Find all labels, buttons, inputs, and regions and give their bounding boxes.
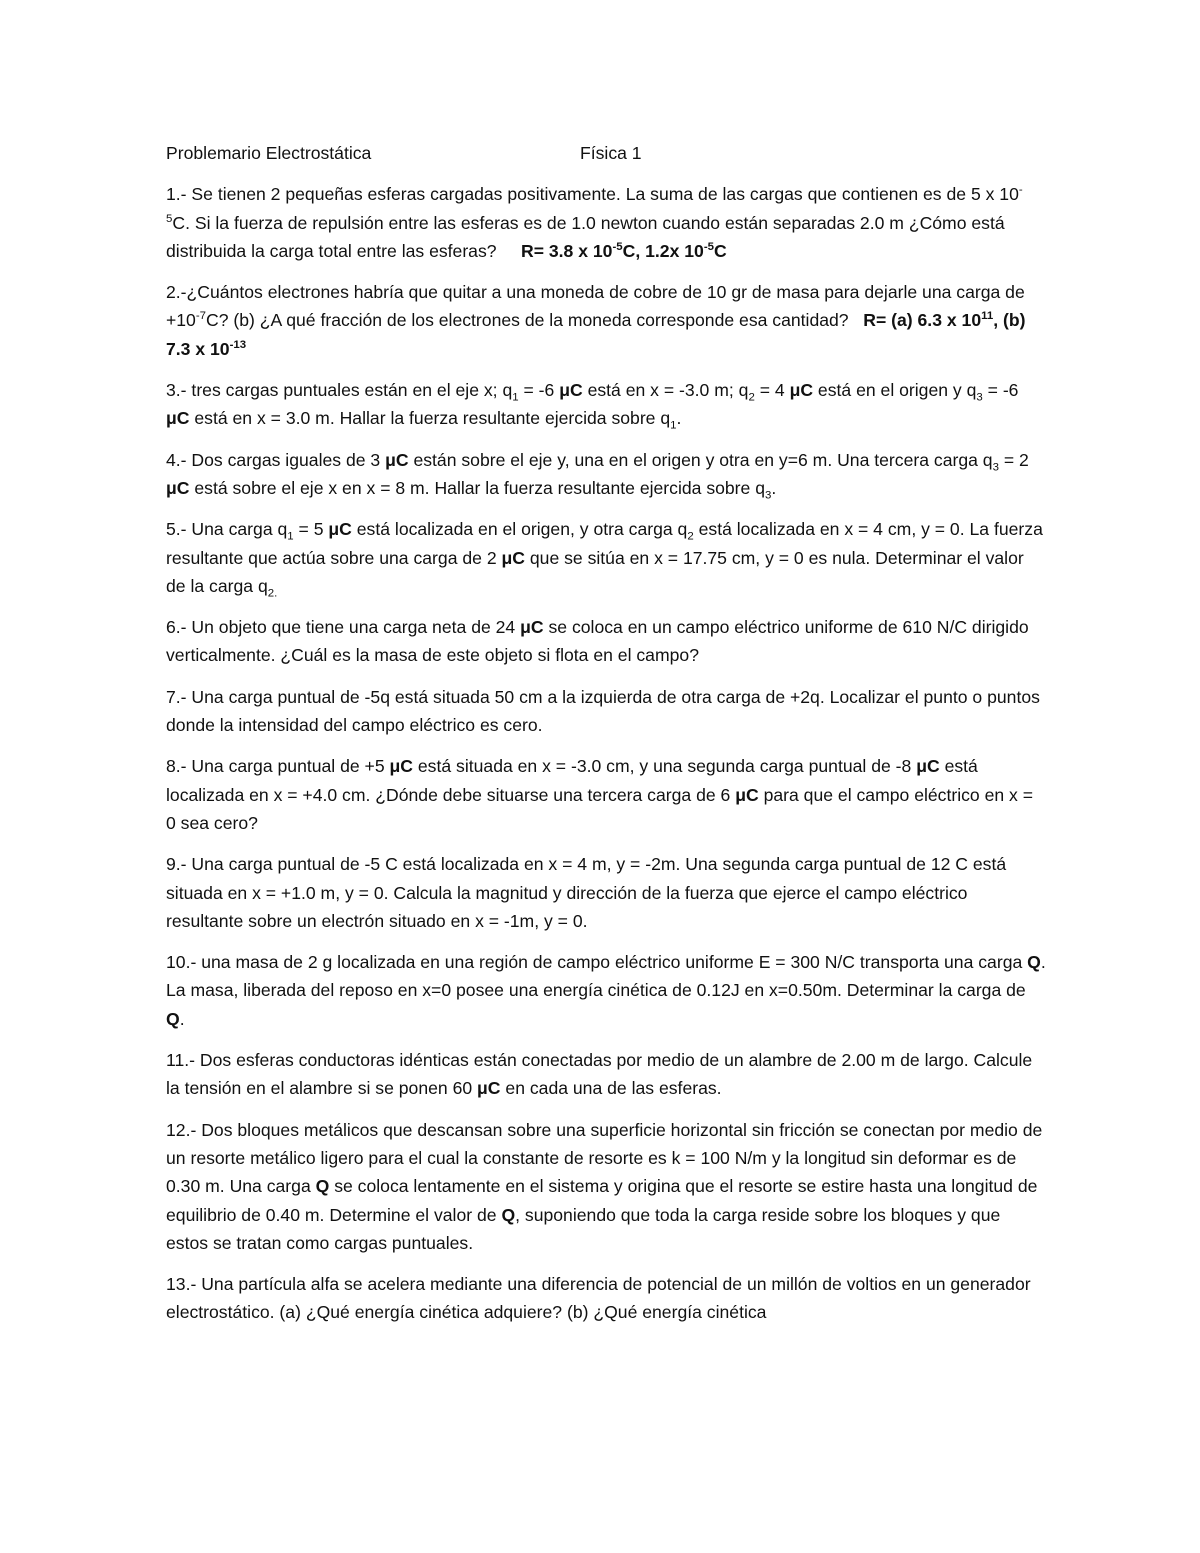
problem-3: 3.- tres cargas puntuales están en el eje x; $q_1 = -6$ μC está en x = -3.0 m; $q_2 = 4$ μC está en el origen y $q_3 = -6$ μC está en x = 3.0 m. Hallar la fuerza resultante ejercida sobre $q_1$. (166, 380, 1019, 432)
problem-5: 5.- Una carga $q_1 = 5$ μC está localizada en el origen, y otra carga $q_2$ está localizada en x = 4 cm, y = 0. La fuerza resultante que actúa sobre una carga de 2 μC que se sitúa en x = 17.75 cm, y = 0 es nula. Determinar el valor de la carga $q_{2.}$ (166, 519, 1043, 600)
problem-number: 5 (166, 519, 176, 540)
problem-11: 11.- Dos esferas conductoras idénticas están conectadas por medio de un alambre de 2.00 m de largo. Calcule la tensión en el alambre si se ponen 60 μC en cada una de las esferas. (166, 1050, 1033, 1099)
problem-number: 13 (166, 1274, 186, 1295)
problem-number: 11 (166, 1050, 185, 1071)
problem-8: 8.- Una carga puntual de +5 μC está situada en x = -3.0 cm, y una segunda carga puntual de -8 μC está localizada en x = +4.0 cm. ¿Dónde debe situarse una tercera carga de 6 μC para que el campo eléctrico en x = 0 sea cero? (166, 756, 1034, 833)
problem-4: 4.- Dos cargas iguales de 3 μC están sobre el eje y, una en el origen y otra en y=6 m. Una tercera carga $q_3 = 2$ μC está sobre el eje x en x = 8 m. Hallar la fuerza resultante ejercida sobre $q_3$. (166, 449, 1029, 502)
problem-6: 6.- Un objeto que tiene una carga neta de 24 μC se coloca en un campo eléctrico uniforme de 610 N/C dirigido verticalmente. ¿Cuál es la masa de este objeto si flota en el campo? (166, 617, 1029, 666)
problem-number: 8 (166, 756, 176, 777)
problem-number: 9 (166, 854, 176, 875)
problem-number: 2 (166, 282, 176, 303)
course-name: Física 1 (580, 143, 642, 163)
problem-number: 6 (166, 617, 176, 638)
problem-number: 3 (166, 380, 176, 401)
problem-number: 1 (166, 184, 176, 205)
problem-13: 13.- Una partícula alfa se acelera mediante una diferencia de potencial de un millón de voltios en un generador electrostático. (a) ¿Qué energía cinética adquiere? (b) ¿Qué energía cinética (166, 1274, 1031, 1323)
problem-10: 10.- una masa de 2 g localizada en una región de campo eléctrico uniforme E = 300 N/C transporta una carga Q. La masa, liberada del reposo en x=0 posee una energía cinética de 0.12J en x=0.50m. Determinar la carga de Q. (166, 952, 1046, 1029)
problem-number: 10 (166, 952, 186, 973)
document-title: Problemario Electrostática (166, 143, 372, 163)
document-body (166, 139, 1046, 1340)
answer: R= (a) 6.3 x $10^{11}$, (b) 7.3 x $10^{-13}$ (166, 310, 1026, 359)
problem-1: 1.- Se tienen 2 pequeñas esferas cargadas positivamente. La suma de las cargas que contienen es de 5 x $10^{-5}C$. Si la fuerza de repulsión entre las esferas es de 1.0 newton cuando están separadas 2.0 m ¿Cómo está distribuida la carga total entre las esferas? R= 3.8 x $10^{-5}C$, 1.2x $10^{-5}C$ (166, 184, 1023, 261)
problem-number: 7 (166, 686, 176, 707)
problem-12: 12.- Dos bloques metálicos que descansan sobre una superficie horizontal sin fricción se conectan por medio de un resorte metálico ligero para el cual la constante de resorte es k = 100 N/m y la longitud sin deformar es de 0.30 m. Una carga Q se coloca lentamente en el sistema y origina que el resorte se estire hasta una longitud de equilibrio de 0.40 m. Determine el valor de Q, suponiendo que toda la carga reside sobre los bloques y que estos se tratan como cargas puntuales. (166, 1119, 1043, 1253)
answer: R= 3.8 x $10^{-5}C$, 1.2x $10^{-5}C$ (521, 240, 727, 261)
problem-7: 7.- Una carga puntual de -5q está situada 50 cm a la izquierda de otra carga de +2q. Localizar el punto o puntos donde la intensidad del campo eléctrico es cero. (166, 686, 1040, 736)
problem-number: 4 (166, 449, 176, 470)
document-header (166, 139, 1046, 167)
problem-2: 2.-¿Cuántos electrones habría que quitar a una moneda de cobre de 10 gr de masa para dejarle una carga de $+10^{-7}C$? (b) ¿A qué fracción de los electrones de la moneda corresponde esa cantidad? R= (a) 6.3 x $10^{11}$, (b) 7.3 x $10^{-13}$ (166, 282, 1026, 359)
problem-9: 9.- Una carga puntual de -5 C está localizada en x = 4 m, y = -2m. Una segunda carga puntual de 12 C está situada en x = +1.0 m, y = 0. Calcula la magnitud y dirección de la fuerza que ejerce el campo eléctrico resultante sobre un electrón situado en x = -1m, y = 0. (166, 854, 1007, 931)
problem-number: 12 (166, 1119, 186, 1140)
